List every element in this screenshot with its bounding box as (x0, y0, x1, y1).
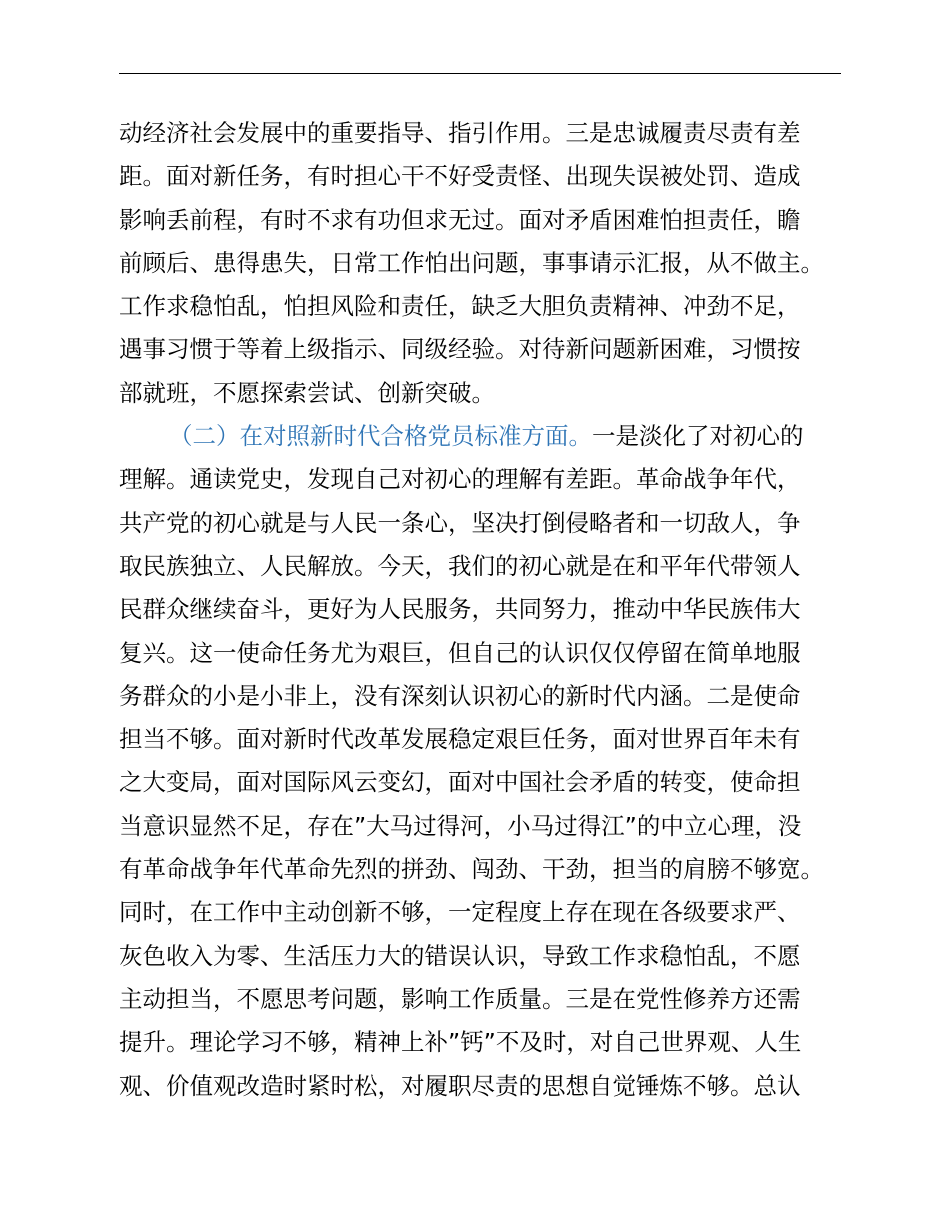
text-line: 有革命战争年代革命先烈的拼劲、闯劲、干劲，担当的肩膀不够宽。 (119, 855, 824, 884)
text-span: 一是淡化了对初心的 (592, 422, 804, 451)
text-line: 务群众的小是小非上，没有深刻认识初心的新时代内涵。二是使命 (119, 681, 801, 710)
section-heading-line (119, 415, 849, 458)
text-line: 部就班，不愿探索尝试、创新突破。 (119, 378, 495, 407)
text-line: 主动担当，不愿思考问题，影响工作质量。三是在党性修养方还需 (119, 984, 801, 1013)
text-line: 民群众继续奋斗，更好为人民服务，共同努力，推动中华民族伟大 (119, 595, 801, 624)
section-heading: （二）在对照新时代合格党员标准方面。 (169, 422, 592, 451)
text-line: 复兴。这一使命任务尤为艰巨，但自己的认识仅仅停留在简单地服 (119, 638, 801, 667)
text-line: 共产党的初心就是与人民一条心，坚决打倒侵略者和一切敌人，争 (119, 508, 801, 537)
text-line: 灰色收入为零、生活压力大的错误认识，导致工作求稳怕乱，不愿 (119, 941, 801, 970)
text-line: 前顾后、患得患失，日常工作怕出问题，事事请示汇报，从不做主。 (119, 248, 824, 277)
header-rule (119, 73, 841, 74)
text-line: 同时，在工作中主动创新不够，一定程度上存在现在各级要求严、 (119, 898, 801, 927)
text-line: 当意识显然不足，存在”大马过得河，小马过得江”的中立心理，没 (119, 811, 802, 840)
document-body (119, 112, 849, 1108)
text-line: 动经济社会发展中的重要指导、指引作用。三是忠诚履责尽责有差 (119, 119, 801, 147)
text-line: 遇事习惯于等着上级指示、同级经验。对待新问题新困难，习惯按 (119, 335, 801, 364)
text-line: 取民族独立、人民解放。今天，我们的初心就是在和平年代带领人 (119, 551, 801, 580)
text-line: 观、价值观改造时紧时松，对履职尽责的思想自觉锤炼不够。总认 (119, 1071, 801, 1100)
text-line: 之大变局，面对国际风云变幻，面对中国社会矛盾的转变，使命担 (119, 768, 801, 797)
text-line: 理解。通读党史，发现自己对初心的理解有差距。革命战争年代， (119, 465, 801, 494)
text-line: 工作求稳怕乱，怕担风险和责任，缺乏大胆负责精神、冲劲不足， (119, 292, 801, 321)
text-line: 提升。理论学习不够，精神上补”钙”不及时，对自己世界观、人生 (119, 1028, 802, 1057)
text-line: 影响丢前程，有时不求有功但求无过。面对矛盾困难怕担责任，瞻 (119, 205, 801, 234)
text-line: 距。面对新任务，有时担心干不好受责怪、出现失误被处罚、造成 (119, 162, 801, 191)
text-line: 担当不够。面对新时代改革发展稳定艰巨任务，面对世界百年未有 (119, 725, 801, 754)
